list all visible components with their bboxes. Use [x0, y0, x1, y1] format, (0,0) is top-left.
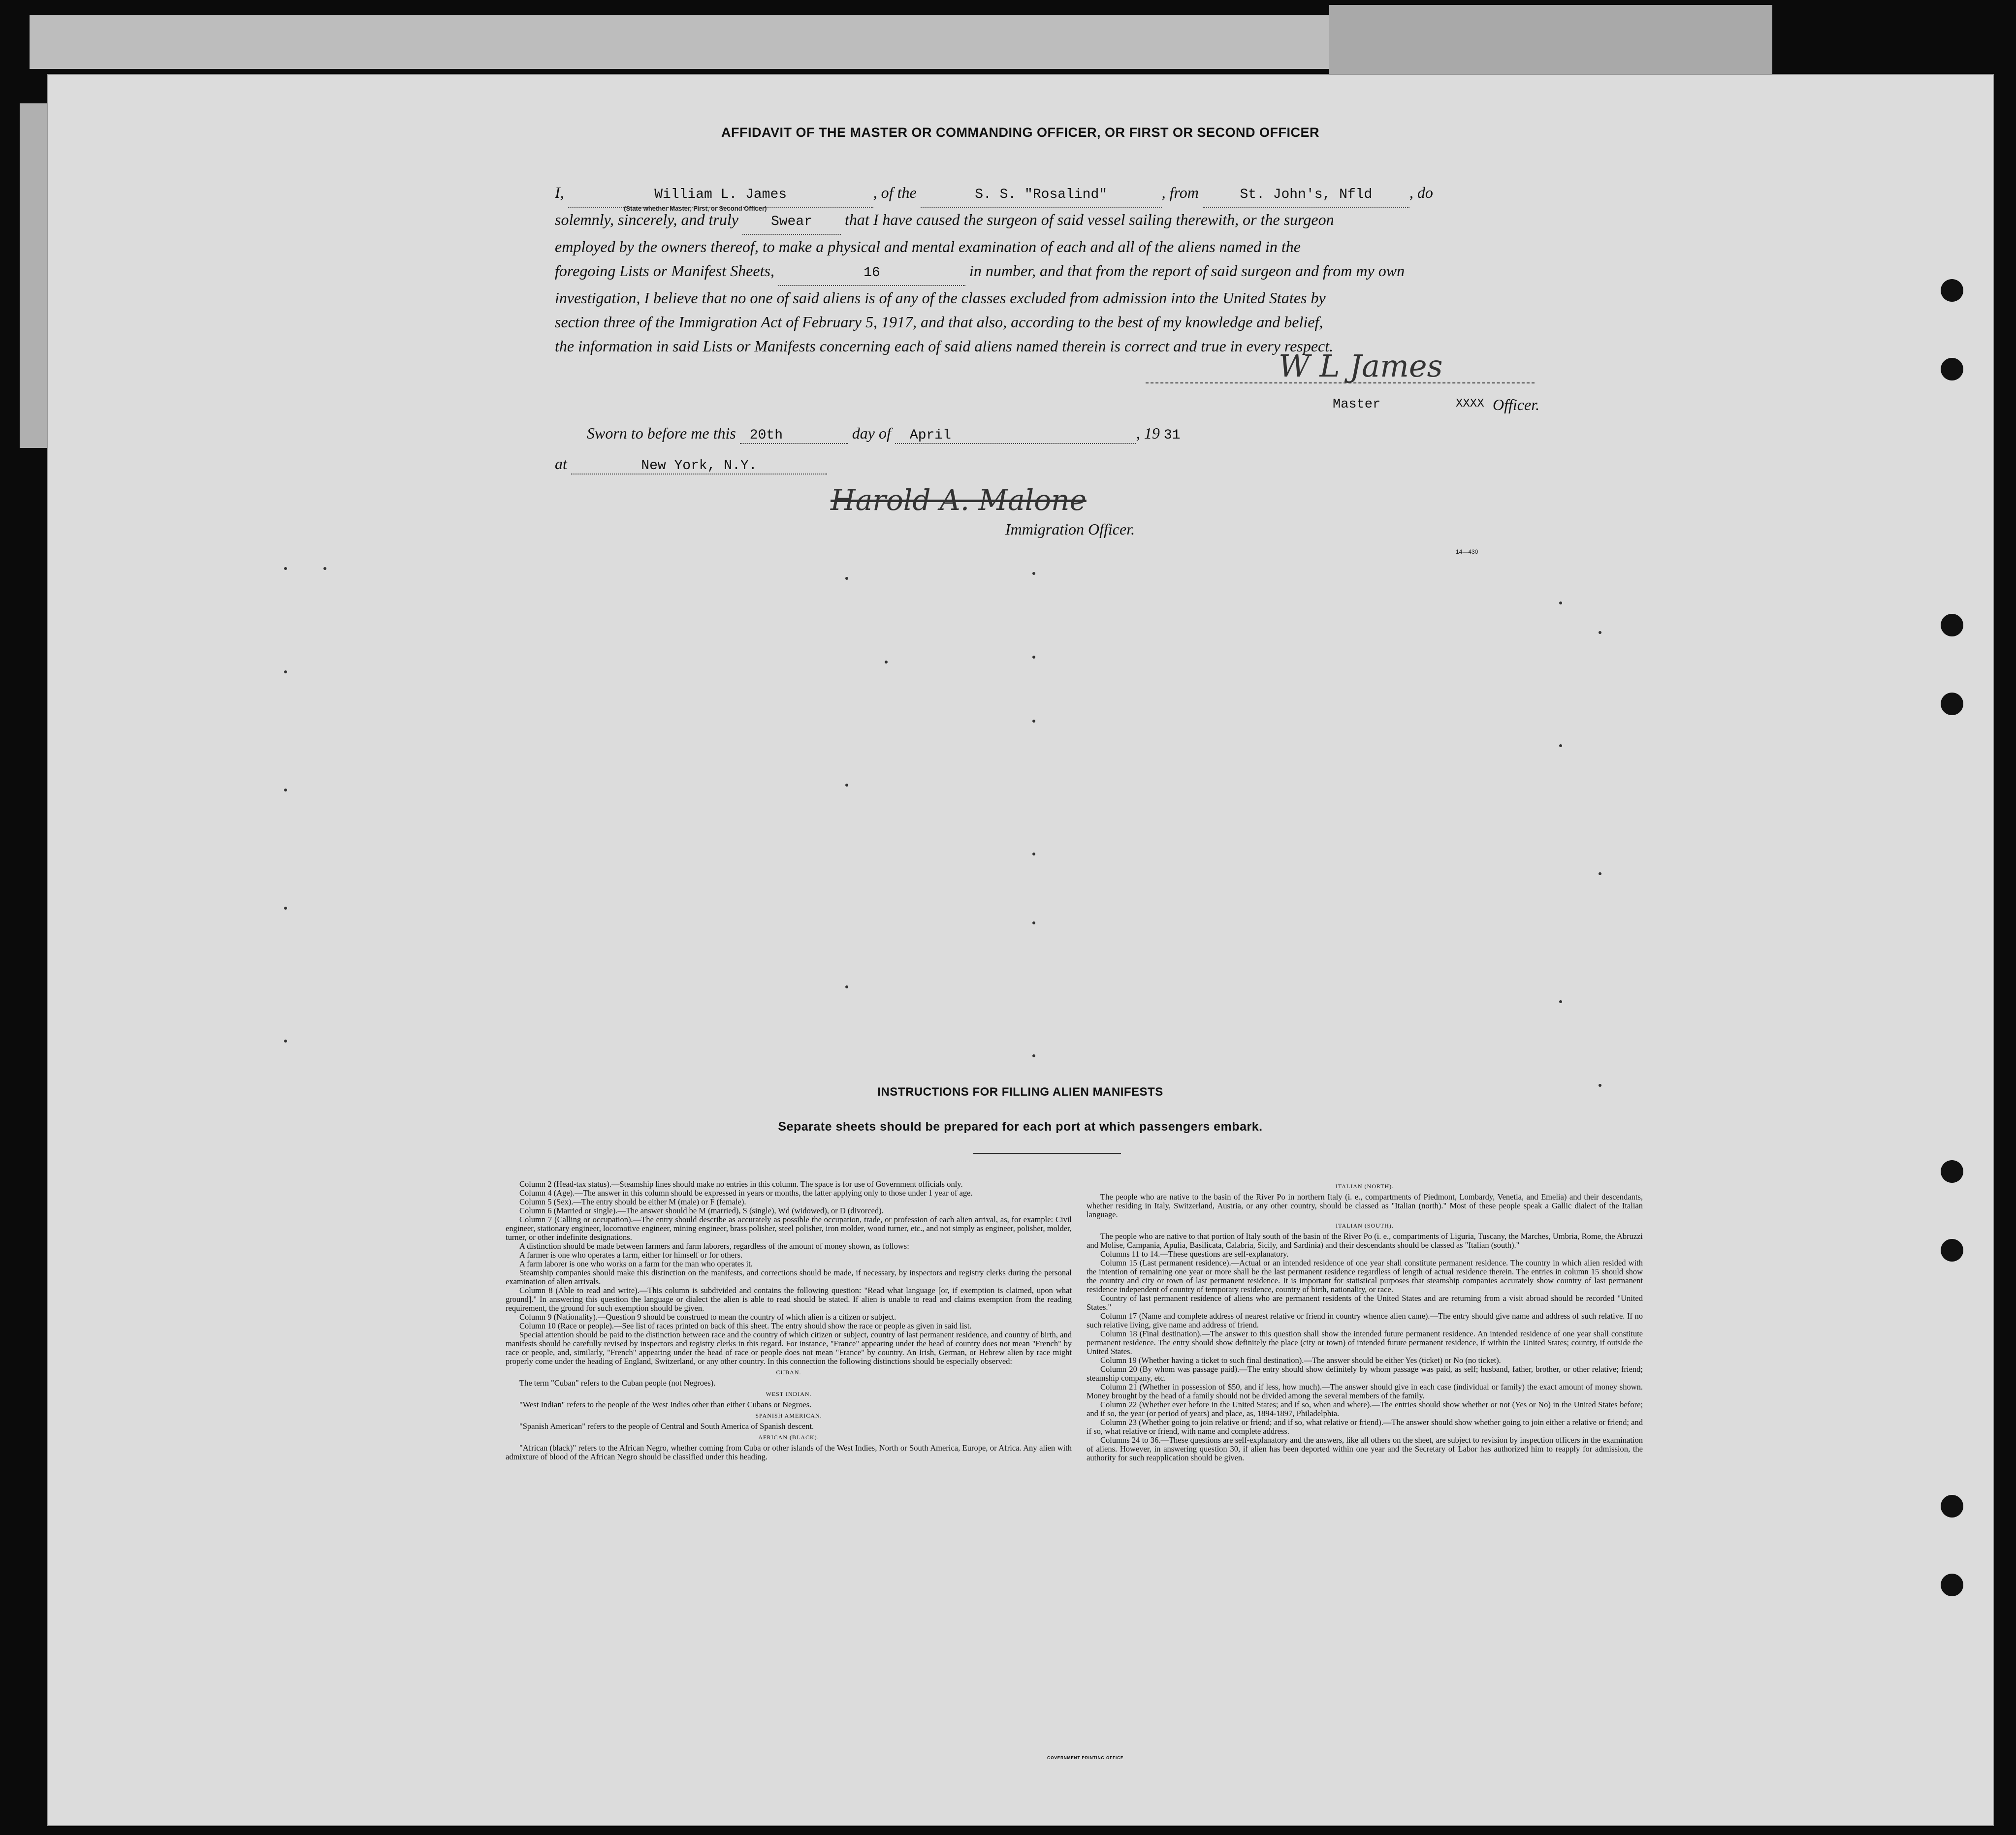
sworn-line — [587, 424, 1181, 444]
affidavit-line-5: investigation, I believe that no one of said aliens is of any of the classes excluded from admission into the United States by — [555, 289, 1326, 307]
instruction-paragraph: Column 10 (Race or people).—See list of races printed on back of this sheet. The entry should show the race or people as given in said list. — [519, 1321, 972, 1330]
bleed-through-dot — [1032, 853, 1035, 855]
sworn-year: 31 — [1163, 428, 1181, 443]
binder-hole — [1941, 358, 1963, 380]
sworn-text: day of — [852, 424, 891, 442]
sworn-text: at — [555, 455, 567, 473]
sworn-month-field: April — [895, 428, 1136, 444]
bleed-through-dot — [284, 789, 287, 791]
instructions-rule — [973, 1153, 1121, 1154]
instruction-paragraph: Column 6 (Married or single).—The answer should be M (married), S (single), Wd (widowed), or D (divorced). — [519, 1206, 884, 1215]
affidavit-text: , of the — [873, 184, 917, 201]
printer-imprint: GOVERNMENT PRINTING OFFICE — [1047, 1756, 1124, 1760]
departure-port-field: St. John's, Nfld — [1203, 183, 1409, 208]
affidavit-text: , do — [1409, 184, 1433, 201]
italian-north-heading: ITALIAN (NORTH). — [1335, 1183, 1394, 1190]
instruction-paragraph: Column 20 (By whom was passage paid).—The entry should show definitely by whom passage was paid, as self; husband, father, brother, or other relative; friend; steamship company, etc. — [1087, 1364, 1643, 1383]
sworn-place-field: New York, N.Y. — [571, 458, 827, 475]
instructions-left-column — [506, 1180, 1072, 1461]
left-sections — [506, 1368, 1072, 1461]
master-rank: Master — [1333, 397, 1381, 412]
binder-hole — [1941, 1495, 1963, 1518]
instruction-paragraph: Column 4 (Age).—The answer in this column should be expressed in years or months, the latter applying only to those under 1 year of age. — [519, 1188, 973, 1198]
instruction-paragraph: A farm laborer is one who works on a farm for the man who operates it. — [519, 1259, 753, 1268]
bleed-through-dot — [1559, 744, 1562, 747]
master-signature: W L James — [1279, 348, 1443, 384]
binder-hole — [1941, 1239, 1963, 1262]
instruction-paragraph: Column 23 (Whether going to join relative or friend; and if so, what relative or friend).—The answer should show whether going to join either a relative or friend; and if so, what relative or friend, with name and complete address. — [1087, 1418, 1643, 1436]
bleed-through-dot — [1032, 921, 1035, 924]
instruction-paragraph: Column 22 (Whether ever before in the United States; and if so, when and where).—The entries should show whether or not (Yes or No) in the United States before; and if so, the year (or period of years) and place, as, 1894-1897, Philadelphia. — [1087, 1400, 1643, 1418]
underlying-sheet-left — [20, 103, 49, 448]
state-whether-note: (State whether Master, First, or Second Officer) — [624, 205, 767, 212]
binder-hole — [1941, 279, 1963, 302]
sheet-count-field: 16 — [778, 261, 965, 286]
bleed-through-dot — [1032, 720, 1035, 723]
instruction-paragraph: Country of last permanent residence of aliens who are permanent residents of the United States and are returning from a visit abroad should be recorded "United States." — [1087, 1294, 1643, 1312]
right-paragraphs — [1087, 1232, 1643, 1462]
oath-field: Swear — [742, 210, 841, 235]
vessel-name-field: S. S. "Rosalind" — [921, 183, 1162, 208]
bleed-through-dot — [1559, 1000, 1562, 1003]
instruction-paragraph: Columns 24 to 36.—These questions are self-explanatory and the answers, like all others on the sheet, are subject to revision by inspection officers in the examination of aliens. However, in answering question 30, if alien has been deported within one year and the Secretary of Labor has authorized him to reapply for admission, the authority for such reapplication should be given. — [1087, 1435, 1643, 1462]
immigration-officer-signature: Harold A. Malone — [831, 483, 1087, 517]
instruction-paragraph: Column 8 (Able to read and write).—This column is subdivided and contains the following question: "Read what language [or, if exemption is claimed, upon what ground]." In answering this question the language or dialect the alien is able to read should be stated. If alien is unable to read and claims exemption from the reading requirement, the ground for such exemption should be given. — [506, 1286, 1072, 1313]
affidavit-text: , from — [1161, 184, 1199, 201]
manifest-page — [47, 74, 1994, 1826]
instruction-paragraph: Column 15 (Last permanent residence).—Actual or an intended residence of one year shall constitute permanent residence. The country in which alien resided with the intention of remaining one year or more shall be the last permanent residence regardless of length of actual residence therein. The entries in column 15 should show the country and city or town of last permanent residence. It is important for statistical purposes that steamship companies accurately show country of last permanent residence independent of country of temporary residence, country of birth, nationality, or race. — [1087, 1258, 1643, 1294]
form-code: 14—430 — [1456, 548, 1478, 555]
instruction-paragraph: Column 21 (Whether in possession of $50, and if less, how much).—The answer should give in each case (individual or family) the exact amount of money shown. Money brought by the head of a family should not be divided among the several members of the family. — [1087, 1382, 1643, 1400]
italian-north-text: The people who are native to the basin of the River Po in northern Italy (i. e., compartments of Piedmont, Lombardy, Venetia, and Emelia) and their descendants, whether residing in Italy, Switzerland, Austria, or any other country, should be classed as "Italian (north)." Most of these people speak a Gallic dialect of the Italian language. — [1087, 1192, 1643, 1219]
instructions-title: INSTRUCTIONS FOR FILLING ALIEN MANIFESTS — [877, 1085, 1163, 1099]
bleed-through-dot — [1599, 872, 1601, 875]
underlying-sheet-right-edge — [1329, 5, 1772, 74]
instruction-paragraph: Steamship companies should make this distinction on the manifests, and corrections should be made, if necessary, by inspectors and registry clerks during the personal examination of alien arrivals. — [506, 1268, 1072, 1286]
instructions-right-column — [1087, 1180, 1643, 1462]
bleed-through-dot — [284, 1040, 287, 1043]
section-heading: AFRICAN (BLACK). — [758, 1434, 819, 1441]
instruction-paragraph: Columns 11 to 14.—These questions are self-explanatory. — [1100, 1249, 1289, 1259]
sworn-place-line — [555, 455, 827, 475]
bleed-through-dot — [1032, 1054, 1035, 1057]
instruction-paragraph: Column 5 (Sex).—The entry should be either M (male) or F (female). — [519, 1197, 746, 1206]
bleed-through-dot — [284, 670, 287, 673]
instruction-paragraph: A farmer is one who operates a farm, either for himself or for others. — [519, 1250, 743, 1260]
instruction-paragraph: Column 19 (Whether having a ticket to such final destination).—The answer should be either Yes (ticket) or No (no ticket). — [1100, 1356, 1501, 1365]
officer-label: Officer. — [1493, 396, 1540, 413]
binder-hole — [1941, 693, 1963, 715]
bleed-through-dot — [284, 567, 287, 570]
bleed-through-dot — [885, 661, 888, 664]
section-heading: SPANISH AMERICAN. — [755, 1412, 822, 1419]
binder-hole — [1941, 1160, 1963, 1183]
affidavit-text: in number, and that from the report of said surgeon and from my own — [969, 262, 1405, 280]
instruction-paragraph: Special attention should be paid to the distinction between race and the country of which citizen or subject, country of last permanent residence, and country of birth, and manifests should be carefully revised by inspectors and registry clerks in this regard. For instance, "France" appearing under the head of country does not mean "French" by race or people, and, similarly, "French" appearing under the head of race or people does not mean "France" by country. An Irish, German, or Hebrew alien by race might properly come under the heading of England, Switzerland, or any other country. In this connection the following distinctions should be especially observed: — [506, 1330, 1072, 1366]
instructions-subtitle: Separate sheets should be prepared for each port at which passengers embark. — [778, 1120, 1263, 1134]
affidavit-line-3: employed by the owners thereof, to make a physical and mental examination of each and all of the aliens named in the — [555, 238, 1301, 255]
section-heading: CUBAN. — [776, 1369, 801, 1376]
bleed-through-dot — [284, 907, 287, 910]
affidavit-text: that I have caused the surgeon of said vessel sailing therewith, or the surgeon — [844, 211, 1334, 228]
section-heading: WEST INDIAN. — [766, 1391, 812, 1397]
italian-south-heading: ITALIAN (SOUTH). — [1336, 1222, 1394, 1229]
bleed-through-dot — [845, 577, 848, 580]
affidavit-title: AFFIDAVIT OF THE MASTER OR COMMANDING OFFICER, OR FIRST OR SECOND OFFICER — [721, 125, 1319, 140]
section-text: The term "Cuban" refers to the Cuban people (not Negroes). — [519, 1378, 716, 1388]
section-text: "Spanish American" refers to the people of Central and South America of Spanish descent. — [519, 1422, 814, 1431]
sworn-day-field: 20th — [740, 428, 848, 444]
sworn-text: , 19 — [1136, 424, 1160, 442]
affidavit-text: solemnly, sincerely, and truly — [555, 211, 738, 228]
instruction-paragraph: Column 17 (Name and complete address of nearest relative or friend in country whence alien came).—The entry should give name and address of such relative. If no such relative living, give name and address of friend. — [1087, 1311, 1643, 1329]
bleed-through-dot — [845, 985, 848, 988]
affidavit-text: foregoing Lists or Manifest Sheets, — [555, 262, 774, 280]
affidavit-line-1 — [555, 181, 1603, 208]
bleed-through-dot — [323, 567, 326, 570]
binder-hole — [1941, 1574, 1963, 1596]
left-paragraphs — [506, 1180, 1072, 1366]
sworn-text: Sworn to before me this — [587, 424, 736, 442]
bleed-through-dot — [1032, 656, 1035, 659]
instruction-paragraph: Column 2 (Head-tax status).—Steamship lines should make no entries in this column. The space is for use of Government officials only. — [519, 1179, 963, 1189]
signature-line — [1146, 382, 1535, 383]
affidavit-line-7: the information in said Lists or Manifests concerning each of said aliens named therein is correct and true in every respect. — [555, 337, 1334, 355]
immigration-officer-title: Immigration Officer. — [1005, 520, 1135, 538]
master-name-field: William L. James — [568, 183, 873, 208]
bleed-through-dot — [845, 784, 848, 787]
instruction-paragraph: The people who are native to that portion of Italy south of the basin of the River Po (i. e., compartments of Liguria, Tuscany, the Marches, Umbria, Rome, the Abruzzi and Molise, Campania, Apulia, Basilicata, Calabria, Sicily, and Sardinia) and their descendants should be classed as "Italian (south)." — [1087, 1232, 1643, 1250]
binder-hole — [1941, 614, 1963, 636]
affidavit-text: I, — [555, 184, 564, 201]
section-text: "African (black)" refers to the African Negro, whether coming from Cuba or other islands of the West Indies, North or South America, Europe, or Africa. Any alien with admixture of blood of the African Negro should be classified under this heading. — [506, 1443, 1072, 1461]
bleed-through-dot — [1559, 601, 1562, 604]
bleed-through-dot — [1599, 631, 1601, 634]
instruction-paragraph: Column 7 (Calling or occupation).—The entry should describe as accurately as possible the occupation, trade, or profession of each alien arrival, as, for example: Civil engineer, stationary engineer, locomotive engineer, mining engineer, brass polisher, steel polisher, iron molder, wood turner, etc., and not simply as engineer, polisher, molder, turner, or other indefinite designations. — [506, 1215, 1072, 1242]
instruction-paragraph: Column 9 (Nationality).—Question 9 should be construed to mean the country of which alien is a citizen or subject. — [519, 1312, 896, 1322]
struck-rank: XXXX — [1456, 397, 1484, 411]
affidavit-line-6: section three of the Immigration Act of February 5, 1917, and that also, according to the best of my knowledge and belief, — [555, 313, 1323, 331]
affidavit-line-4 — [555, 259, 1603, 286]
instruction-paragraph: Column 18 (Final destination).—The answer to this question shall show the intended future permanent residence. An intended residence of one year shall constitute permanent residence. The entry should show definitely the place (city or town) of intended future permanent residence, if within the United States; country, if outside the United States. — [1087, 1329, 1643, 1356]
bleed-through-dot — [1032, 572, 1035, 575]
instruction-paragraph: A distinction should be made between farmers and farm laborers, regardless of the amount of money shown, as follows: — [519, 1241, 909, 1251]
section-text: "West Indian" refers to the people of the West Indies other than either Cubans or Negroes. — [519, 1400, 812, 1409]
